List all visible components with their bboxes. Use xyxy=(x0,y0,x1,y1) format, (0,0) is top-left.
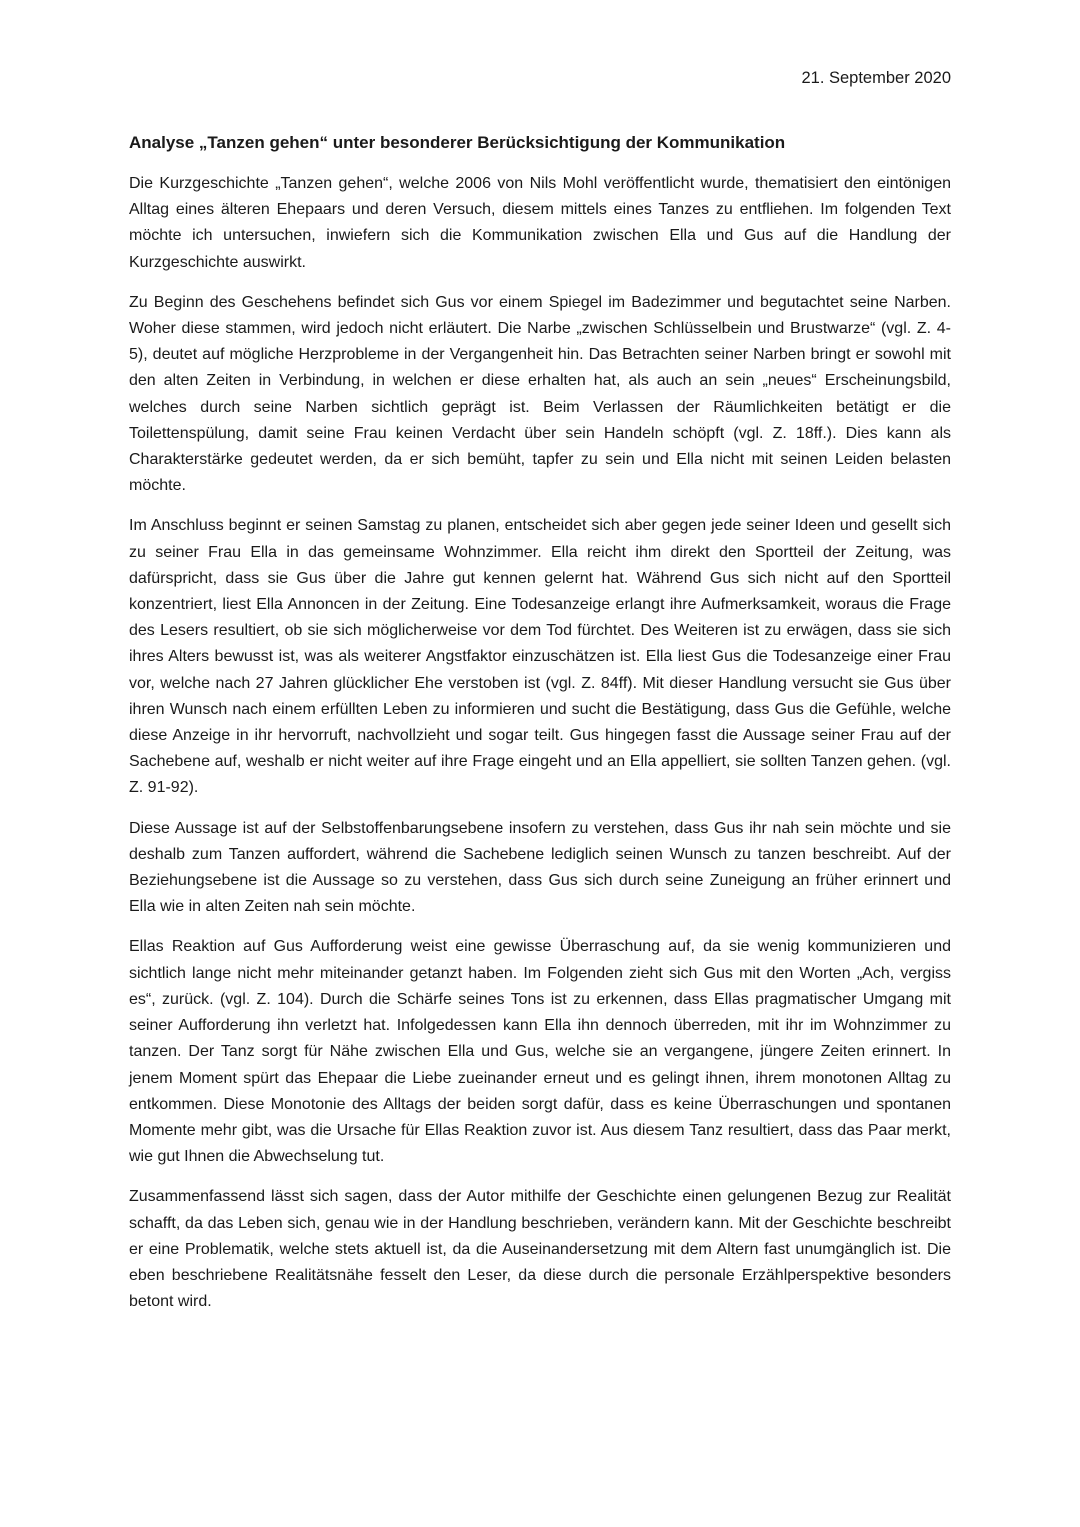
document-body xyxy=(129,131,951,1329)
paragraph-living-room: Im Anschluss beginnt er seinen Samstag zu planen, entscheidet sich aber gegen jede seiner Ideen und gesellt sich zu seiner Frau Ella in das gemeinsame Wohnzimmer. Ella reicht ihm direkt den Sportteil der Zeitung, was dafürspricht, dass sie Gus über die Jahre gut kennen gelernt hat. Während Gus sich nicht auf den Sportteil konzentriert, liest Ella Annoncen in der Zeitung. Eine Todesanzeige erlangt ihre Aufmerksamkeit, woraus die Frage des Lesers resultiert, ob sie sich möglicherweise vor dem Tod fürchtet. Des Weiteren ist zu erwägen, dass sie sich ihres Alters bewusst ist, was als weiterer Angstfaktor einzuschätzen ist. Ella liest Gus die Todesanzeige einer Frau vor, welche nach 27 Jahren glücklicher Ehe verstoben ist (vgl. Z. 84ff). Mit dieser Handlung versucht sie Gus über ihren Wunsch nach einem erfüllten Leben zu informieren und sucht die Bestätigung, dass Gus die Gefühle, welche diese Anzeige in ihr hervorruft, nachvollzieht und sogar teilt. Gus hingegen fasst die Aussage seiner Frau auf der Sachebene auf, weshalb er nicht weiter auf ihre Frage eingeht und an Ella appelliert, sie sollten Tanzen gehen. (vgl. Z. 91-92). xyxy=(129,517,951,797)
paragraph-ella-reaction: Ellas Reaktion auf Gus Aufforderung weist eine gewisse Überraschung auf, da sie wenig kommunizieren und sichtlich lange nicht mehr miteinander getanzt haben. Im Folgenden zieht sich Gus mit den Worten „Ach, vergiss es“, zurück. (vgl. Z. 104). Durch die Schärfe seines Tons ist zu erkennen, dass Ellas pragmatischer Umgang mit seiner Aufforderung ihn verletzt hat. Infolgedessen kann Ella ihn dennoch überreden, mit ihr im Wohnzimmer zu tanzen. Der Tanz sorgt für Nähe zwischen Ella und Gus, welche sie an vergangene, jüngere Zeiten erinnert. In jenem Moment spürt das Ehepaar die Liebe zueinander erneut und es gelingt ihnen, ihrem monotonen Alltag zu entkommen. Diese Monotonie des Alltags der beiden sorgt dafür, dass es keine Überraschungen und spontanen Momente mehr gibt, was die Ursache für Ellas Reaktion zuvor ist. Aus diesem Tanz resultiert, dass das Paar merkt, wie gut Ihnen die Abwechselung tut. xyxy=(129,938,951,1166)
paragraph-bathroom: Zu Beginn des Geschehens befindet sich Gus vor einem Spiegel im Badezimmer und begutachtet seine Narben. Woher diese stammen, wird jedoch nicht erläutert. Die Narbe „zwischen Schlüsselbein und Brustwarze“ (vgl. Z. 4-5), deutet auf mögliche Herzprobleme in der Vergangenheit hin. Das Betrachten seiner Narben bringt er sowohl mit den alten Zeiten in Verbindung, in welchen er diese erhalten hat, als auch an sein „neues“ Erscheinungsbild, welches durch seine Narben sichtlich geprägt ist. Beim Verlassen der Räumlichkeiten betätigt er die Toilettenspülung, damit seine Frau keinen Verdacht über sein Handeln schöpft (vgl. Z. 18ff.). Dies kann als Charakterstärke gedeutet werden, da er sich bemüht, tapfer zu sein und Ella nicht mit seinen Leiden belasten möchte. xyxy=(129,293,951,495)
paragraph-conclusion: Zusammenfassend lässt sich sagen, dass der Autor mithilfe der Geschichte einen gelungenen Bezug zur Realität schafft, da das Leben sich, genau wie in der Handlung beschrieben, verändern kann. Mit der Geschichte beschreibt er eine Problematik, welche stets aktuell ist, da die Auseinandersetzung mit dem Altern fast unumgänglich ist. Die eben beschriebene Realitätsnähe fesselt den Leser, da diese durch die personale Erzählperspektive besonders betont wird. xyxy=(129,1188,951,1311)
paragraph-intro: Die Kurzgeschichte „Tanzen gehen“, welche 2006 von Nils Mohl veröffentlicht wurde, thematisiert den eintönigen Alltag eines älteren Ehepaars und deren Versuch, diesem mittels eines Tanzes zu entfliehen. Im folgenden Text möchte ich untersuchen, inwiefern sich die Kommunikation zwischen Ella und Gus auf die Handlung der Kurzgeschichte auswirkt. xyxy=(129,175,951,271)
document-date: 21. September 2020 xyxy=(801,69,951,87)
paragraph-communication-levels: Diese Aussage ist auf der Selbstoffenbarungsebene insofern zu verstehen, dass Gus ihr nah sein möchte und sie deshalb zum Tanzen auffordert, während die Sachebene lediglich seinen Wunsch zu tanzen beschreibt. Auf der Beziehungsebene ist die Aussage so zu verstehen, dass Gus sich durch seine Zuneigung an früher erinnert und Ella wie in alten Zeiten nah sein möchte. xyxy=(129,819,951,916)
document-title: Analyse „Tanzen gehen“ unter besonderer Berücksichtigung der Kommunikation xyxy=(129,133,786,152)
